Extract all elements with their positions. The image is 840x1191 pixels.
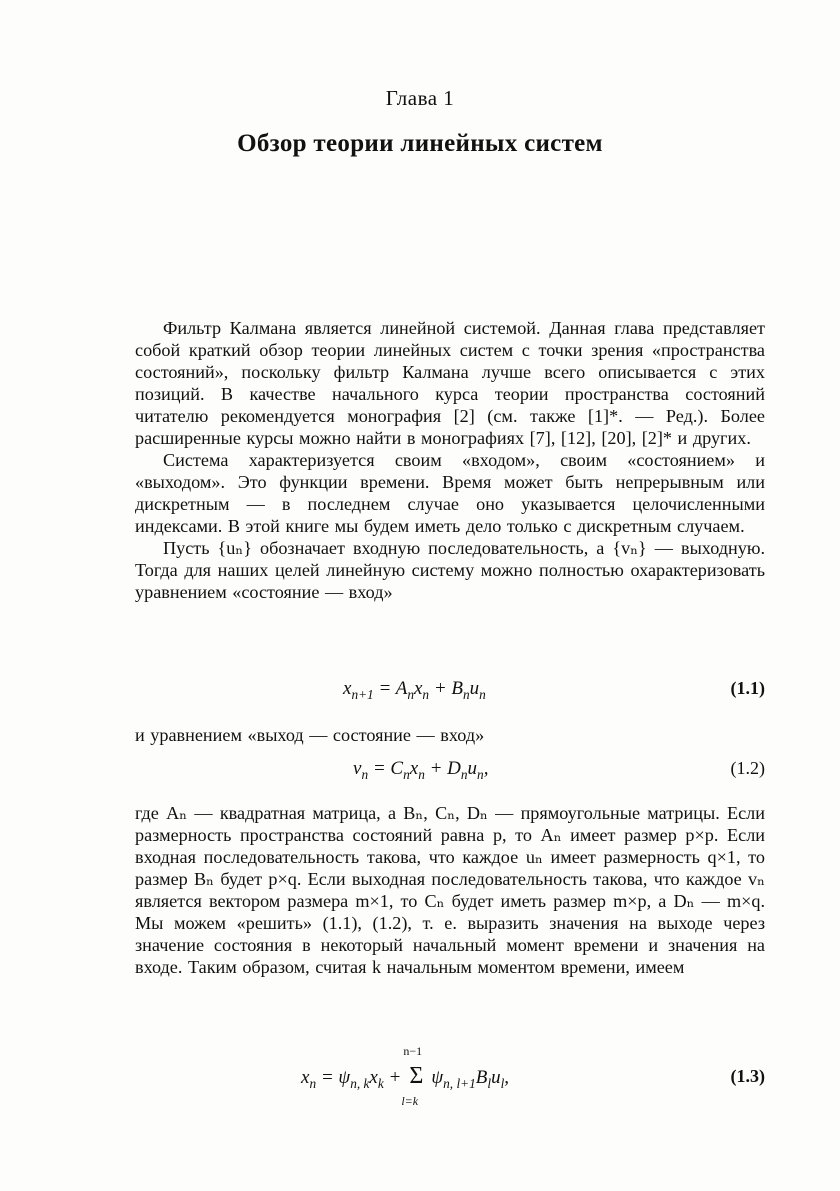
equation-1-3-number: (1.3): [730, 1066, 765, 1086]
sum-lower-limit: l=k: [401, 1094, 419, 1108]
body-text-block-1: [135, 317, 765, 603]
equation-1-3: [135, 1044, 765, 1108]
equation-1-2-number: (1.2): [730, 758, 765, 778]
paragraph-output-eq-intro: и уравнением «выход — состояние — вход»: [135, 725, 485, 745]
equation-1-1: [135, 678, 765, 708]
equation-1-3-formula: $x_n = \psi_{n, k}x_k$ + n−1 Σ l=k $\psi_{n, l+1}B_lu_l$,: [301, 1044, 510, 1108]
equation-1-2-formula: $v_n = C_nx_n + D_nu_n$,: [353, 758, 489, 782]
paragraph-system: Система характеризуется своим «входом», своим «состоянием» и «выходом». Это функции времени. Время может быть непрерывным или дискретным — в последнем случае оно указывается целочисленными индексами. В этой книге мы будем иметь дело только с дискретным случаем.: [135, 450, 765, 536]
equation-1-1-formula: $x_{n+1} = A_nx_n + B_nu_n$: [343, 678, 486, 702]
paragraph-sequences: Пусть {uₙ} обозначает входную последовательность, а {vₙ} — выходную. Тогда для наших целей линейную систему можно полностью охарактеризовать уравнением «состояние — вход»: [135, 538, 765, 602]
equation-1-1-number: (1.1): [730, 678, 765, 698]
body-text-block-3: [135, 802, 765, 978]
sum-upper-limit: n−1: [403, 1044, 423, 1058]
paragraph-matrices: где Aₙ — квадратная матрица, а Bₙ, Cₙ, Dₙ — прямоугольные матрицы. Если размерность пространства состояний равна p, то Aₙ имеет размер p×p. Если входная последовательность такова, что каждое uₙ имеет размерность q×1, то размер Bₙ будет p×q. Если выходная последовательность такова, что каждое vₙ является вектором размера m×1, то Cₙ будет иметь размер m×p, а Dₙ — m×q. Мы можем «решить» (1.1), (1.2), т. е. выразить значения на выходе через значение состояния в некоторый начальный момент времени и значения на входе. Таким образом, считая k начальным моментом времени, имеем: [135, 803, 765, 977]
chapter-heading: Глава 1: [385, 86, 455, 110]
equation-1-2: [135, 758, 765, 788]
body-text-block-2: [135, 724, 765, 746]
chapter-title: Обзор теории линейных систем: [237, 130, 603, 157]
paragraph-intro: Фильтр Калмана является линейной системой. Данная глава представляет собой краткий обзор теории линейных систем с точки зрения «пространства состояний», поскольку фильтр Калмана лучше всего описывается с этих позиций. В качестве начального курса теории пространства состояний читателю рекомендуется монография [2] (см. также [1]*. — Ред.). Более расширенные курсы можно найти в монографиях [7], [12], [20], [2]* и других.: [135, 318, 765, 448]
summation-sign: n−1 Σ l=k: [401, 1044, 424, 1108]
